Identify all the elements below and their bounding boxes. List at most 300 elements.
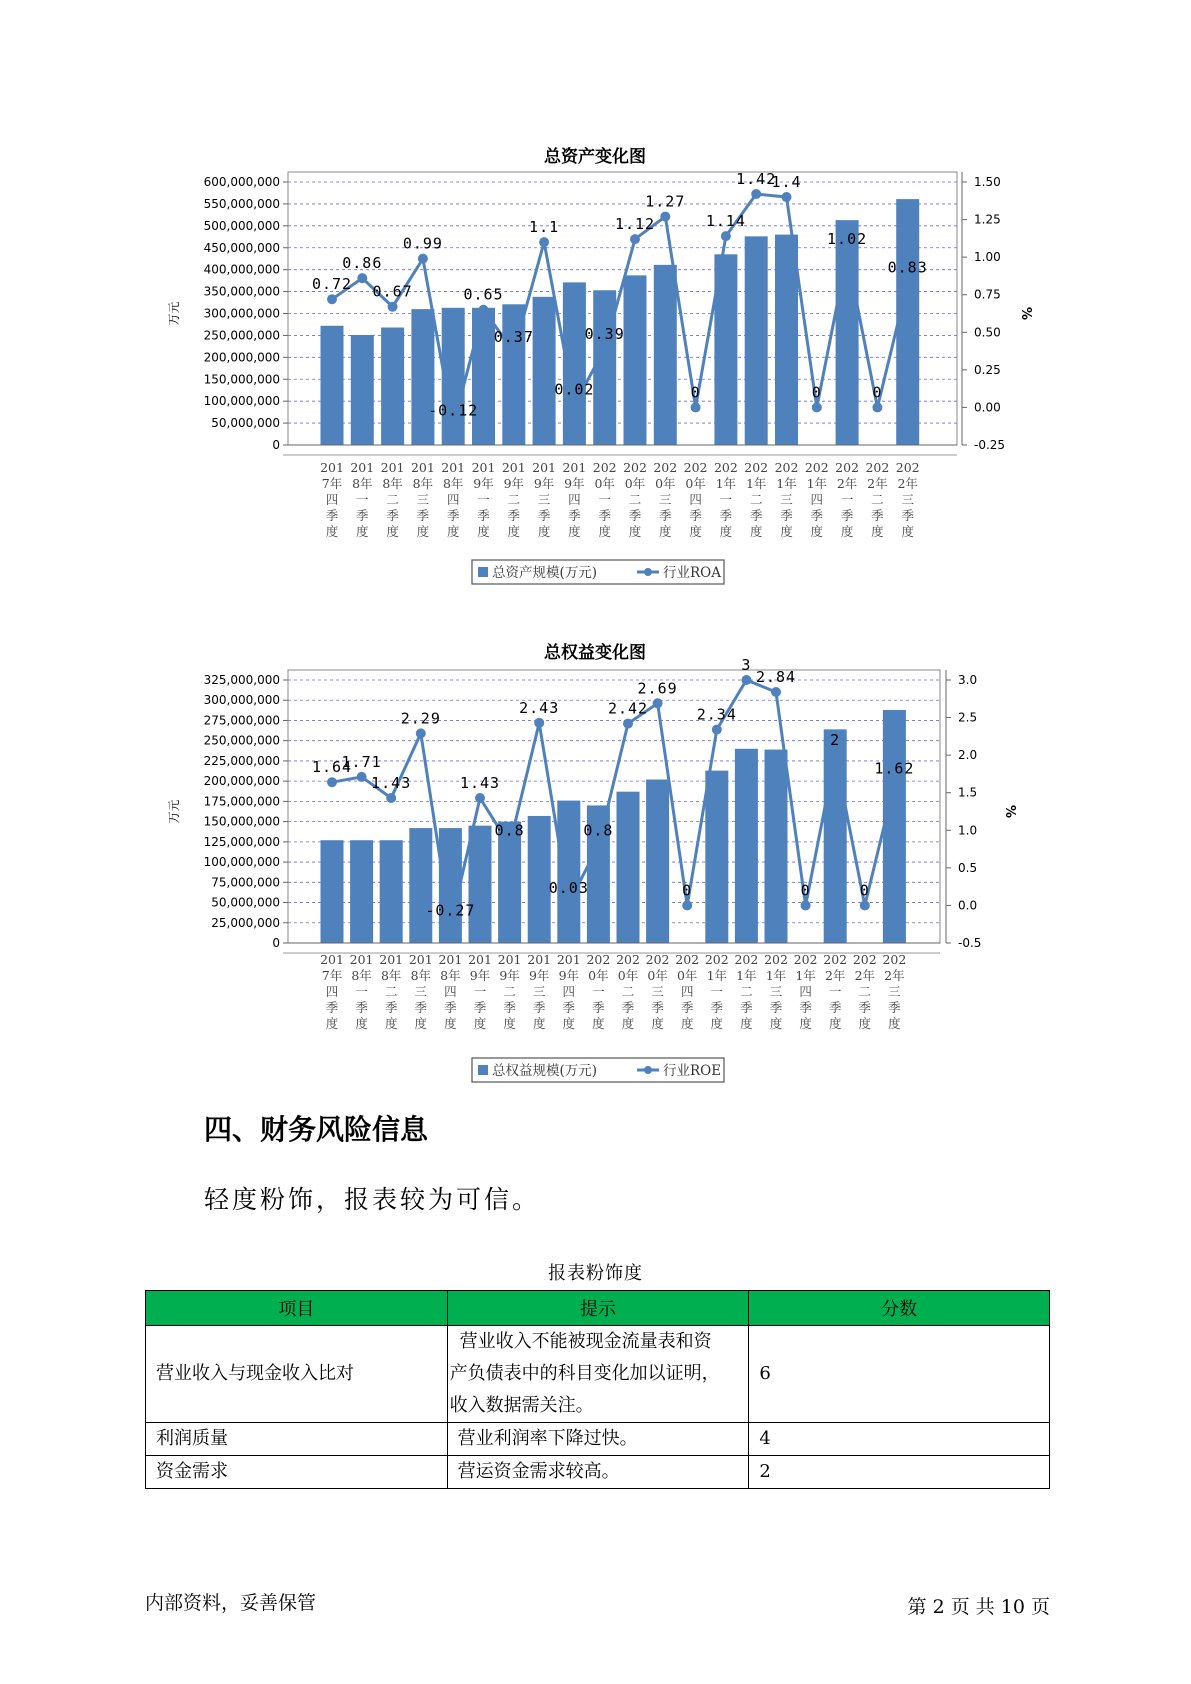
x-tick-label: 季 xyxy=(537,508,551,523)
x-tick-label: 季 xyxy=(858,1000,872,1015)
x-tick-label: 一 xyxy=(710,984,724,999)
line-point xyxy=(660,212,670,222)
x-tick-label: 9年 xyxy=(503,476,525,491)
line-point xyxy=(448,420,458,430)
line-point xyxy=(327,294,337,304)
header-score: 分数 xyxy=(749,1291,1050,1326)
legend-bar-swatch xyxy=(478,1065,488,1075)
x-tick-label: 三 xyxy=(416,492,430,507)
x-tick-label: 8年 xyxy=(380,968,402,983)
x-tick-label: 二 xyxy=(503,984,516,999)
x-tick-label: 2年 xyxy=(867,476,888,491)
x-tick-label: 度 xyxy=(888,1016,901,1031)
y2-axis-label: % xyxy=(1002,804,1017,819)
x-tick-label: 度 xyxy=(828,1016,842,1031)
x-tick-label: 三 xyxy=(901,492,914,507)
x-tick-label: 201 xyxy=(527,952,552,967)
x-tick-label: 度 xyxy=(840,524,854,539)
x-tick-label: 9年 xyxy=(469,968,491,983)
x-tick-label: 9年 xyxy=(473,476,494,491)
bar xyxy=(775,235,798,445)
x-tick-label: 0年 xyxy=(624,476,646,491)
x-tick-label: 度 xyxy=(651,1016,664,1031)
line-point xyxy=(860,900,870,910)
y2-tick-label: 2.5 xyxy=(958,710,978,725)
x-tick-label: 度 xyxy=(503,1016,516,1031)
x-tick-label: 二 xyxy=(507,492,521,507)
x-tick-label: 四 xyxy=(562,984,576,999)
footer-confidential: 内部资料，妥善保管 xyxy=(145,1592,317,1614)
row-hint-line: 产负债表中的科目变化加以证明， xyxy=(449,1363,720,1384)
line-point xyxy=(771,687,781,697)
x-tick-label: 202 xyxy=(704,952,729,967)
x-tick-label: 季 xyxy=(562,1000,576,1015)
x-tick-label: 季 xyxy=(568,508,581,523)
y2-tick-label: 1.50 xyxy=(974,175,1001,189)
table-row xyxy=(146,1326,1050,1423)
x-tick-label: 202 xyxy=(823,952,848,967)
data-label: 1.14 xyxy=(705,212,746,231)
y2-tick-label: 0.75 xyxy=(974,287,1001,302)
x-tick-label: 四 xyxy=(446,492,460,507)
x-tick-label: 度 xyxy=(446,524,460,539)
row-hint xyxy=(447,1326,749,1423)
x-tick-label: 201 xyxy=(562,460,587,475)
legend-bar-label: 总权益规模(万元) xyxy=(492,1063,598,1079)
legend-bar-label: 总资产规模(万元) xyxy=(492,565,598,581)
data-label: 1.4 xyxy=(771,173,802,192)
bar xyxy=(705,771,728,943)
y2-tick-label: 0.50 xyxy=(974,325,1001,340)
x-tick-label: 202 xyxy=(895,460,920,475)
x-tick-label: 二 xyxy=(386,492,399,507)
data-label: 2.42 xyxy=(607,699,649,718)
table-header-row xyxy=(146,1291,1050,1326)
data-label: 2.29 xyxy=(400,709,441,728)
footer-page-number: 第 2 页 共 10 页 xyxy=(907,1596,1050,1618)
bar xyxy=(528,816,551,943)
x-tick-label: 201 xyxy=(410,460,435,475)
y2-tick-label: 1.25 xyxy=(974,212,1001,227)
x-tick-label: 202 xyxy=(744,460,769,475)
data-label: 0.8 xyxy=(494,821,525,840)
x-tick-label: 季 xyxy=(444,1000,457,1015)
line-point xyxy=(691,402,701,412)
data-label: 0 xyxy=(811,383,822,402)
x-tick-label: 1年 xyxy=(706,968,728,983)
x-tick-label: 度 xyxy=(749,524,763,539)
x-tick-label: 度 xyxy=(477,524,490,539)
bar xyxy=(321,326,344,445)
x-tick-label: 202 xyxy=(592,460,617,475)
y-tick-label: 300,000,000 xyxy=(203,306,280,321)
x-tick-label: 二 xyxy=(384,984,398,999)
line-point xyxy=(479,305,489,315)
y2-axis-label: % xyxy=(1018,306,1033,321)
y2-tick-label: 0.25 xyxy=(974,362,1001,377)
line-point xyxy=(801,900,811,910)
x-tick-label: 季 xyxy=(598,508,611,523)
bar xyxy=(321,840,344,943)
bar xyxy=(557,801,580,943)
x-tick-label: 季 xyxy=(749,508,763,523)
bar xyxy=(381,328,404,445)
x-tick-label: 季 xyxy=(356,508,369,523)
x-tick-label: 一 xyxy=(598,492,611,507)
y-tick-label: 150,000,000 xyxy=(203,814,280,829)
x-tick-label: 度 xyxy=(719,524,733,539)
y2-tick-label: 1.00 xyxy=(974,250,1001,265)
line-point xyxy=(682,900,692,910)
y-tick-label: 350,000,000 xyxy=(203,284,280,299)
x-tick-label: 季 xyxy=(416,508,430,523)
data-label: 0.03 xyxy=(548,879,589,898)
x-tick-label: 度 xyxy=(355,1016,368,1031)
x-tick-label: 季 xyxy=(414,1000,428,1015)
x-tick-label: 季 xyxy=(355,1000,368,1015)
x-tick-label: 201 xyxy=(438,952,463,967)
line-point xyxy=(830,750,840,760)
x-tick-label: 一 xyxy=(840,492,854,507)
legend-line-label: 行业ROA xyxy=(663,565,721,581)
x-tick-label: 202 xyxy=(852,952,877,967)
x-tick-label: 201 xyxy=(320,952,344,967)
x-tick-label: 季 xyxy=(477,508,490,523)
data-label: 0.37 xyxy=(493,327,534,346)
row-score: 4 xyxy=(749,1423,1050,1456)
line-point xyxy=(357,772,367,782)
data-label: 2.34 xyxy=(696,705,737,724)
y-tick-label: 25,000,000 xyxy=(211,915,280,930)
line-point xyxy=(564,898,574,908)
bar xyxy=(593,290,616,445)
x-tick-label: 一 xyxy=(477,492,490,507)
x-tick-label: 0年 xyxy=(594,476,615,491)
x-tick-label: 9年 xyxy=(499,968,520,983)
y2-tick-label: 0.5 xyxy=(958,860,978,875)
total-equity-chart xyxy=(0,638,1191,1093)
x-tick-label: 一 xyxy=(473,984,487,999)
x-tick-label: 8年 xyxy=(440,968,461,983)
x-tick-label: 三 xyxy=(414,984,428,999)
row-item: 利润质量 xyxy=(146,1423,448,1456)
bar xyxy=(469,826,492,943)
data-label: 0.02 xyxy=(554,380,595,399)
x-tick-label: 8年 xyxy=(442,476,464,491)
x-tick-label: 三 xyxy=(537,492,551,507)
x-tick-label: 度 xyxy=(799,1016,812,1031)
x-tick-label: 季 xyxy=(592,1000,605,1015)
x-tick-label: 度 xyxy=(871,524,884,539)
x-tick-label: 度 xyxy=(810,524,824,539)
bar xyxy=(735,749,758,943)
table-caption: 报表粉饰度 xyxy=(548,1263,643,1284)
y2-tick-label: -0.5 xyxy=(958,936,982,950)
x-tick-label: 201 xyxy=(471,460,496,475)
x-tick-label: 四 xyxy=(810,492,824,507)
x-tick-label: 度 xyxy=(356,524,369,539)
line-point xyxy=(812,402,822,412)
line-point xyxy=(782,192,792,202)
x-tick-label: 1年 xyxy=(745,476,767,491)
x-tick-label: 季 xyxy=(810,508,824,523)
y2-tick-label: 0.00 xyxy=(974,400,1001,415)
x-tick-label: 季 xyxy=(710,1000,724,1015)
y-tick-label: 325,000,000 xyxy=(203,673,280,687)
bar xyxy=(351,335,374,445)
y-axis-label: 万元 xyxy=(167,301,181,326)
x-tick-label: 9年 xyxy=(558,968,580,983)
x-tick-label: 三 xyxy=(769,984,783,999)
x-tick-label: 季 xyxy=(325,1000,339,1015)
x-tick-label: 季 xyxy=(680,1000,694,1015)
x-tick-label: 201 xyxy=(501,460,526,475)
x-tick-label: 一 xyxy=(592,984,605,999)
x-tick-label: 季 xyxy=(828,1000,842,1015)
x-tick-label: 三 xyxy=(532,984,546,999)
x-tick-label: 季 xyxy=(621,1000,635,1015)
y-tick-label: 450,000,000 xyxy=(203,240,280,255)
line-point xyxy=(416,728,426,738)
bar xyxy=(883,710,906,943)
x-tick-label: 一 xyxy=(828,984,842,999)
row-hint-line: 营业收入不能被现金流量表和资 xyxy=(459,1331,712,1352)
bar xyxy=(472,308,495,445)
line-point xyxy=(741,675,751,685)
x-tick-label: 季 xyxy=(503,1000,516,1015)
data-label: 1.12 xyxy=(614,215,656,234)
x-tick-label: 201 xyxy=(320,460,344,475)
x-tick-label: 季 xyxy=(780,508,793,523)
x-tick-label: 季 xyxy=(651,1000,664,1015)
header-item: 项目 xyxy=(146,1291,448,1326)
chart-title: 总权益变化图 xyxy=(544,643,646,663)
data-label: 2.84 xyxy=(755,668,797,687)
y-tick-label: 175,000,000 xyxy=(203,794,280,809)
line-point xyxy=(475,793,485,803)
y-tick-label: 50,000,000 xyxy=(211,416,280,431)
line-point xyxy=(386,793,396,803)
x-tick-label: 季 xyxy=(799,1000,812,1015)
x-tick-label: 201 xyxy=(497,952,522,967)
legend-line-label: 行业ROE xyxy=(663,1063,722,1079)
x-tick-label: 四 xyxy=(689,492,702,507)
table-row xyxy=(146,1423,1050,1456)
x-tick-label: 1年 xyxy=(806,476,828,491)
line-point xyxy=(445,921,455,931)
x-tick-label: 季 xyxy=(901,508,914,523)
x-tick-label: 度 xyxy=(384,1016,398,1031)
line-point xyxy=(712,725,722,735)
x-tick-label: 四 xyxy=(799,984,812,999)
x-tick-label: 8年 xyxy=(412,476,434,491)
bar xyxy=(380,840,403,943)
x-tick-label: 度 xyxy=(325,524,339,539)
data-label: 0.86 xyxy=(342,254,383,273)
line-point xyxy=(509,347,519,357)
row-hint: 营运资金需求较高。 xyxy=(447,1456,749,1489)
data-label: 2.69 xyxy=(637,679,678,698)
x-tick-label: 季 xyxy=(740,1000,753,1015)
line-point xyxy=(327,777,337,787)
bar xyxy=(745,236,768,445)
x-tick-label: 三 xyxy=(888,984,901,999)
x-tick-label: 度 xyxy=(568,524,581,539)
x-tick-label: 8年 xyxy=(410,968,432,983)
x-tick-label: 季 xyxy=(871,508,884,523)
y-tick-label: 225,000,000 xyxy=(203,753,280,768)
bar xyxy=(617,792,640,943)
bar xyxy=(624,275,647,445)
x-tick-label: 度 xyxy=(659,524,672,539)
x-tick-label: 一 xyxy=(355,984,368,999)
x-tick-label: 四 xyxy=(325,984,339,999)
y-tick-label: 125,000,000 xyxy=(203,834,280,849)
x-tick-label: 2年 xyxy=(824,968,846,983)
x-tick-label: 季 xyxy=(384,1000,398,1015)
y-tick-label: 275,000,000 xyxy=(203,713,280,728)
data-label: 0 xyxy=(859,881,870,900)
x-tick-label: 201 xyxy=(556,952,581,967)
x-tick-label: 1年 xyxy=(776,476,797,491)
x-tick-label: 度 xyxy=(444,1016,457,1031)
x-tick-label: 201 xyxy=(468,952,492,967)
data-label: 0.67 xyxy=(372,282,413,301)
x-tick-label: 三 xyxy=(659,492,672,507)
x-tick-label: 202 xyxy=(793,952,818,967)
x-tick-label: 二 xyxy=(871,492,884,507)
x-tick-label: 度 xyxy=(901,524,914,539)
line-point xyxy=(721,231,731,241)
x-tick-label: 202 xyxy=(734,952,759,967)
y-tick-label: 100,000,000 xyxy=(203,394,280,409)
x-tick-label: 9年 xyxy=(533,476,555,491)
x-tick-label: 202 xyxy=(653,460,678,475)
line-point xyxy=(630,234,640,244)
table-row xyxy=(146,1456,1050,1489)
x-tick-label: 1年 xyxy=(715,476,737,491)
line-point xyxy=(593,840,603,850)
data-label: -0.12 xyxy=(428,401,479,420)
risk-summary: 轻度粉饰，报表较为可信。 xyxy=(204,1185,541,1214)
data-label: 0 xyxy=(800,881,811,900)
x-tick-label: 0年 xyxy=(617,968,639,983)
x-tick-label: 9年 xyxy=(564,476,585,491)
y-tick-label: 200,000,000 xyxy=(203,350,280,365)
x-tick-label: 0年 xyxy=(647,968,668,983)
data-label: 1.71 xyxy=(341,752,382,771)
line-point xyxy=(505,840,515,850)
data-label: 3 xyxy=(741,656,752,674)
x-tick-label: 202 xyxy=(623,460,647,475)
y-tick-label: 150,000,000 xyxy=(203,372,280,387)
legend-line-marker xyxy=(644,568,652,576)
line-point xyxy=(751,189,761,199)
x-tick-label: 度 xyxy=(780,524,793,539)
x-tick-label: 0年 xyxy=(685,476,706,491)
bar xyxy=(350,840,373,943)
data-label: 0.99 xyxy=(402,234,443,253)
y2-tick-label: 2.0 xyxy=(958,748,978,763)
y-tick-label: 600,000,000 xyxy=(203,175,280,189)
x-tick-label: 2年 xyxy=(897,476,918,491)
x-tick-label: 一 xyxy=(356,492,369,507)
x-tick-label: 度 xyxy=(628,524,642,539)
section-title: 四、财务风险信息 xyxy=(204,1113,429,1146)
data-label: 0.8 xyxy=(583,821,614,840)
x-tick-label: 201 xyxy=(379,952,404,967)
row-item: 资金需求 xyxy=(146,1456,448,1489)
x-tick-label: 度 xyxy=(858,1016,872,1031)
x-tick-label: 202 xyxy=(882,952,907,967)
y-tick-label: 200,000,000 xyxy=(203,774,280,789)
line-point xyxy=(872,402,882,412)
x-tick-label: 季 xyxy=(507,508,521,523)
chart-title: 总资产变化图 xyxy=(544,147,646,167)
x-tick-label: 202 xyxy=(804,460,829,475)
y2-tick-label: -0.25 xyxy=(974,438,1006,452)
y2-tick-label: 3.0 xyxy=(958,673,978,687)
data-label: 1.02 xyxy=(827,230,868,249)
x-tick-label: 201 xyxy=(350,460,375,475)
x-tick-label: 度 xyxy=(562,1016,576,1031)
x-tick-label: 二 xyxy=(749,492,763,507)
y-tick-label: 400,000,000 xyxy=(203,262,280,277)
x-tick-label: 度 xyxy=(598,524,611,539)
x-tick-label: 四 xyxy=(325,492,339,507)
line-point xyxy=(418,254,428,264)
y2-tick-label: 1.5 xyxy=(958,785,978,800)
y2-tick-label: 1.0 xyxy=(958,823,978,838)
x-tick-label: 度 xyxy=(740,1016,753,1031)
x-tick-label: 度 xyxy=(710,1016,724,1031)
x-tick-label: 度 xyxy=(473,1016,487,1031)
data-label: 0.65 xyxy=(463,285,504,304)
legend-bar-swatch xyxy=(478,567,488,577)
x-tick-label: 二 xyxy=(628,492,642,507)
y-tick-label: 550,000,000 xyxy=(203,196,280,211)
y-tick-label: 0 xyxy=(272,936,280,950)
row-score: 2 xyxy=(749,1456,1050,1489)
x-tick-label: 季 xyxy=(325,508,339,523)
total-assets-chart-svg xyxy=(0,140,1191,590)
data-label: 1.43 xyxy=(371,773,412,792)
line-point xyxy=(623,719,633,729)
data-label: 2 xyxy=(830,731,841,750)
x-tick-label: 季 xyxy=(532,1000,546,1015)
data-label: 1.43 xyxy=(459,773,501,792)
y-tick-label: 100,000,000 xyxy=(203,855,280,870)
x-tick-label: 202 xyxy=(645,952,670,967)
x-tick-label: 度 xyxy=(621,1016,635,1031)
bar xyxy=(654,265,677,445)
x-tick-label: 201 xyxy=(349,952,374,967)
x-tick-label: 度 xyxy=(592,1016,605,1031)
x-tick-label: 度 xyxy=(689,524,702,539)
data-label: 1.27 xyxy=(645,192,686,211)
x-tick-label: 201 xyxy=(532,460,557,475)
x-tick-label: 7年 xyxy=(321,476,343,491)
bar xyxy=(411,309,434,445)
line-point xyxy=(653,698,663,708)
x-tick-label: 度 xyxy=(325,1016,339,1031)
x-tick-label: 三 xyxy=(780,492,793,507)
x-tick-label: 202 xyxy=(774,460,799,475)
data-label: 0.72 xyxy=(311,275,353,294)
legend-line-marker xyxy=(644,1066,652,1074)
line-point xyxy=(357,273,367,283)
x-tick-label: 202 xyxy=(865,460,890,475)
